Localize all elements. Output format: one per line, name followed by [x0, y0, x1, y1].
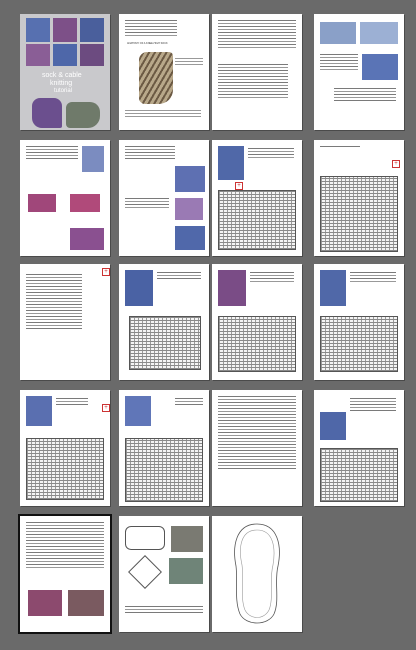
add-icon: +	[235, 182, 243, 190]
cable-chart-grid	[218, 316, 296, 372]
knitting-photo-2	[28, 194, 56, 212]
label-template-shape-2	[128, 555, 162, 589]
cover-cable-swatch-2	[53, 18, 77, 42]
cover-cable-swatch-5	[53, 44, 77, 66]
text-block	[320, 146, 360, 149]
page-thumbnail-1[interactable]	[20, 14, 110, 130]
knitting-photo-2	[175, 198, 203, 220]
cable-swatch-photo	[26, 396, 52, 426]
sock-diagram-heading: ANATOMY OF A KNEE-HIGH SOCK	[127, 42, 168, 45]
label-template-shape-1	[125, 526, 165, 550]
pattern-instructions	[26, 274, 82, 331]
page-thumbnail-13[interactable]	[20, 390, 110, 506]
sock-blocker-foot-outline	[212, 516, 302, 632]
text-block	[248, 148, 294, 160]
cover-cable-swatch-3	[80, 18, 104, 42]
knitting-photo-1	[175, 166, 205, 192]
page-thumbnail-19[interactable]	[212, 516, 302, 632]
page-thumbnail-11[interactable]	[212, 264, 302, 380]
stitch-symbol-list	[218, 64, 288, 100]
cable-chart-grid	[320, 448, 398, 502]
cover-cable-swatch-1	[26, 18, 50, 42]
cable-swatch-photo	[125, 270, 153, 306]
sock-part-labels	[125, 110, 201, 119]
text-block	[350, 272, 396, 284]
cable-chart-grid	[320, 176, 398, 252]
text-block	[125, 146, 175, 161]
page-thumbnail-7[interactable]	[212, 140, 302, 256]
cable-swatch-photo	[320, 270, 346, 306]
striped-sock-illustration	[139, 52, 173, 104]
text-block	[218, 20, 296, 50]
cover-title-line-3: tutorial	[54, 88, 73, 94]
page-thumbnail-9[interactable]	[20, 264, 110, 380]
knitting-photo-1	[28, 590, 62, 616]
pattern-instructions	[218, 396, 296, 471]
page-thumbnail-18[interactable]	[119, 516, 209, 632]
sock-blocker-photo	[171, 526, 203, 552]
cover-title-line-1: sock & cable	[42, 72, 82, 79]
text-block	[334, 88, 396, 103]
cover-cable-swatch-4	[26, 44, 50, 66]
cable-chart-grid	[320, 316, 398, 372]
cable-swatch-photo	[125, 396, 151, 426]
page-thumbnail-16[interactable]	[314, 390, 404, 506]
cable-chart-grid	[218, 190, 296, 250]
page-thumbnail-17[interactable]	[20, 516, 110, 632]
knitting-photo-3	[70, 194, 100, 212]
sock-labels	[175, 58, 203, 67]
add-icon: +	[102, 404, 110, 412]
page-thumbnail-8[interactable]	[314, 140, 404, 256]
page-thumbnail-12[interactable]	[314, 264, 404, 380]
page-thumbnail-5[interactable]	[20, 140, 110, 256]
cable-chart-grid	[129, 316, 201, 370]
knitting-photo-3	[175, 226, 205, 250]
sock-blocker-photo	[169, 558, 203, 584]
cable-swatch-photo	[218, 270, 246, 306]
text-block	[56, 398, 88, 407]
cable-chart-grid	[125, 438, 203, 502]
text-block	[157, 272, 201, 281]
text-block	[125, 606, 203, 615]
text-block	[125, 198, 169, 210]
knitting-photo-2	[68, 590, 104, 616]
cable-needle-photo-2	[360, 22, 398, 44]
cover-purple-sock-photo	[32, 98, 62, 128]
page-thumbnail-10[interactable]	[119, 264, 209, 380]
cable-needle-photo-1	[320, 22, 356, 44]
cable-needle-photo-3	[362, 54, 398, 80]
add-icon: +	[392, 160, 400, 168]
page-thumbnail-14[interactable]	[119, 390, 209, 506]
cable-swatch-photo	[218, 146, 244, 180]
cover-green-sock-photo	[66, 102, 100, 128]
text-block	[125, 20, 177, 38]
text-block	[350, 398, 396, 413]
page-thumbnail-3[interactable]	[212, 14, 302, 130]
text-block	[175, 398, 203, 407]
text-block	[320, 54, 358, 72]
page-thumbnail-4[interactable]	[314, 14, 404, 130]
knitting-photo-1	[82, 146, 104, 172]
page-thumbnail-2[interactable]	[119, 14, 209, 130]
cable-chart-grid	[26, 438, 104, 500]
text-block	[250, 272, 294, 284]
knitting-photo-4	[70, 228, 104, 250]
cable-swatch-photo	[320, 412, 346, 440]
cover-title-line-2: knitting	[50, 80, 73, 87]
page-thumbnail-15[interactable]	[212, 390, 302, 506]
cover-cable-swatch-6	[80, 44, 104, 66]
add-icon: +	[102, 268, 110, 276]
text-block	[26, 522, 104, 570]
text-block	[26, 146, 78, 161]
page-thumbnail-6[interactable]	[119, 140, 209, 256]
